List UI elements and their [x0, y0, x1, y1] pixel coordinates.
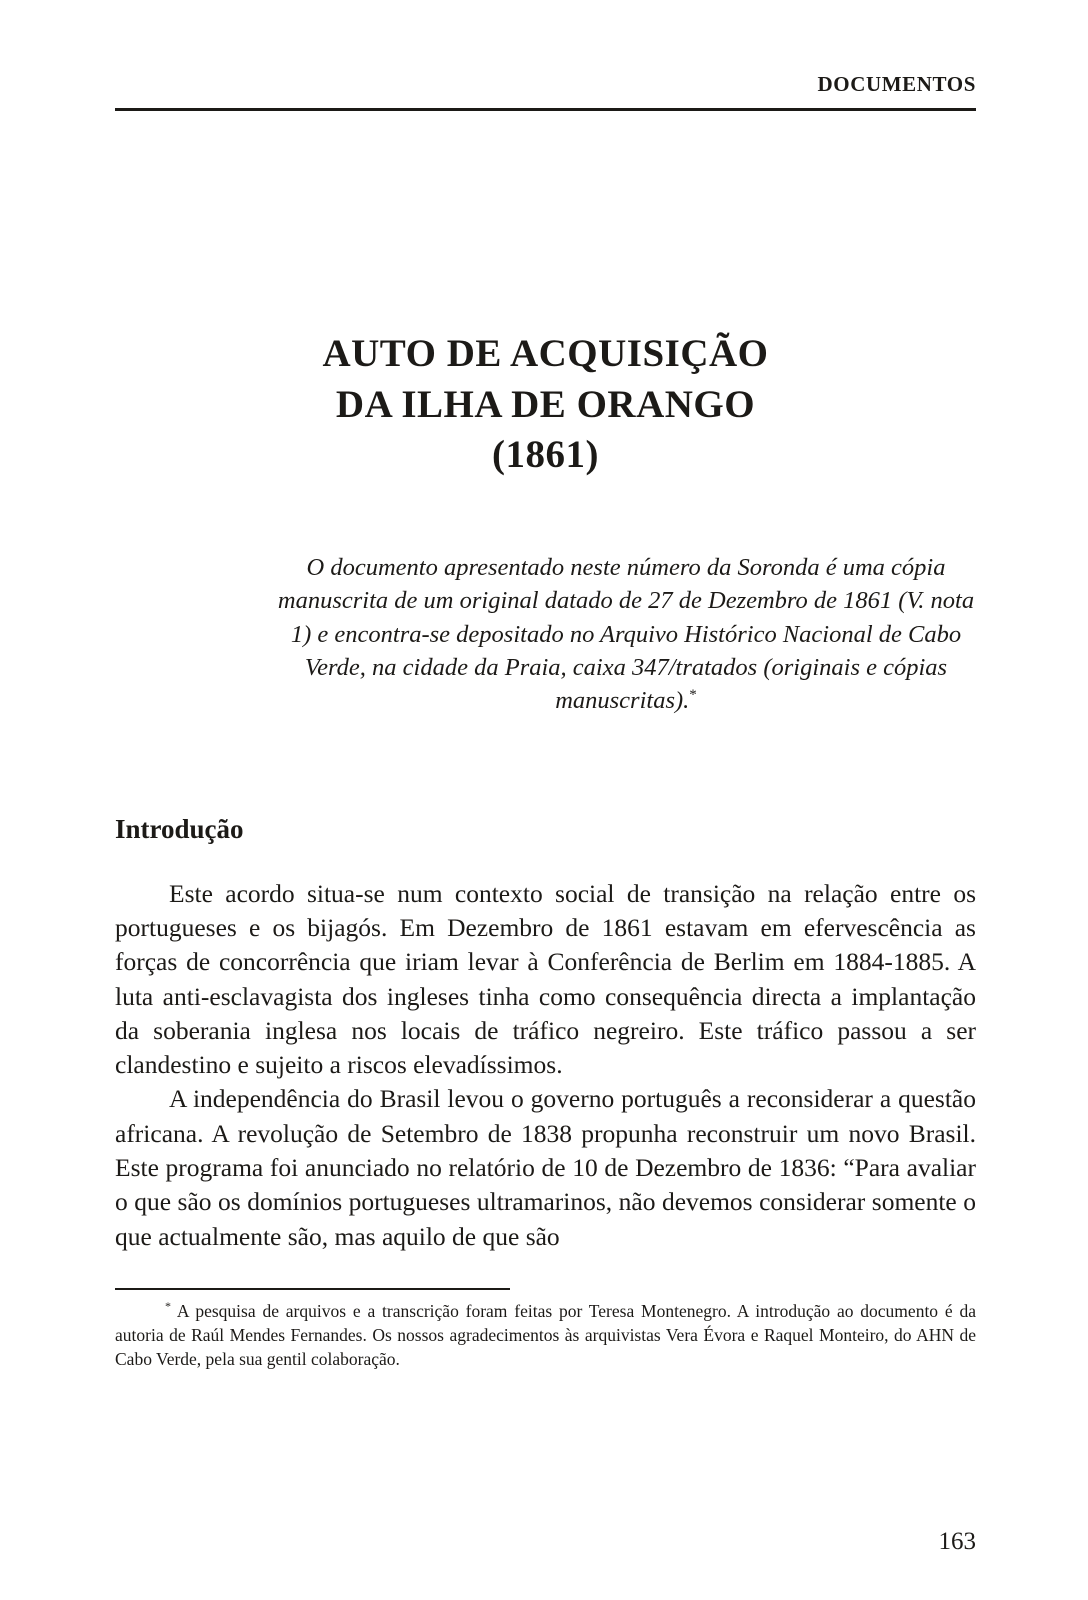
header-rule	[115, 108, 976, 111]
paragraph-1: Este acordo situa-se num contexto social de transição na relação entre os portugueses e os bijagós. Em Dezembro de 1861 estavam em efervescência as forças de concorrência que iriam levar à Conferência de Berlim em 1884-1885. A luta anti-esclavagista dos ingleses tinha como consequência directa a implantação da soberania inglesa nos locais de tráfico negreiro. Este tráfico passou a ser clandestino e sujeito a riscos elevadíssimos.	[115, 878, 976, 1080]
title-line-3: (1861)	[492, 433, 599, 477]
footnote-area	[115, 1288, 976, 1371]
footnote-body: A pesquisa de arquivos e a transcrição foram feitas por Teresa Montenegro. A introdução ao documento é da autoria de Raúl Mendes Fernandes. Os nossos agradecimentos às arquivistas Vera Évora e Raquel Monteiro, do AHN de Cabo Verde, pela sua gentil colaboração.	[115, 1300, 976, 1369]
document-title	[115, 329, 976, 481]
abstract	[276, 551, 976, 718]
paragraph-2: A independência do Brasil levou o governo português a reconsiderar a questão africana. A revolução de Setembro de 1838 propunha reconstruir um novo Brasil. Este programa foi anunciado no relatório de 10 de Dezembro de 1836: “Para avaliar o que são os domínios portugueses ultramarinos, não devemos considerar somente o que actualmente são, mas aquilo de que são	[115, 1084, 976, 1251]
footnote-rule	[115, 1288, 510, 1290]
title-line-1: AUTO DE ACQUISIÇÃO	[322, 332, 769, 375]
page-number: 163	[938, 1528, 976, 1555]
abstract-footnote-marker: *	[689, 687, 697, 704]
footnote	[115, 1298, 976, 1371]
abstract-text: O documento apresentado neste número da Soronda é uma cópia manuscrita de um original datado de 27 de Dezembro de 1861 (V. nota 1) e encontra-se depositado no Arquivo Histórico Nacional de Cabo Verde, na cidade da Praia, caixa 347/tratados (originais e cópias manuscritas).	[277, 554, 975, 715]
footnote-marker: *	[165, 1298, 171, 1313]
body-text	[115, 877, 976, 1254]
running-header: DOCUMENTOS	[817, 72, 976, 96]
section-heading: Introdução	[115, 813, 244, 844]
title-line-2: DA ILHA DE ORANGO	[335, 382, 756, 426]
